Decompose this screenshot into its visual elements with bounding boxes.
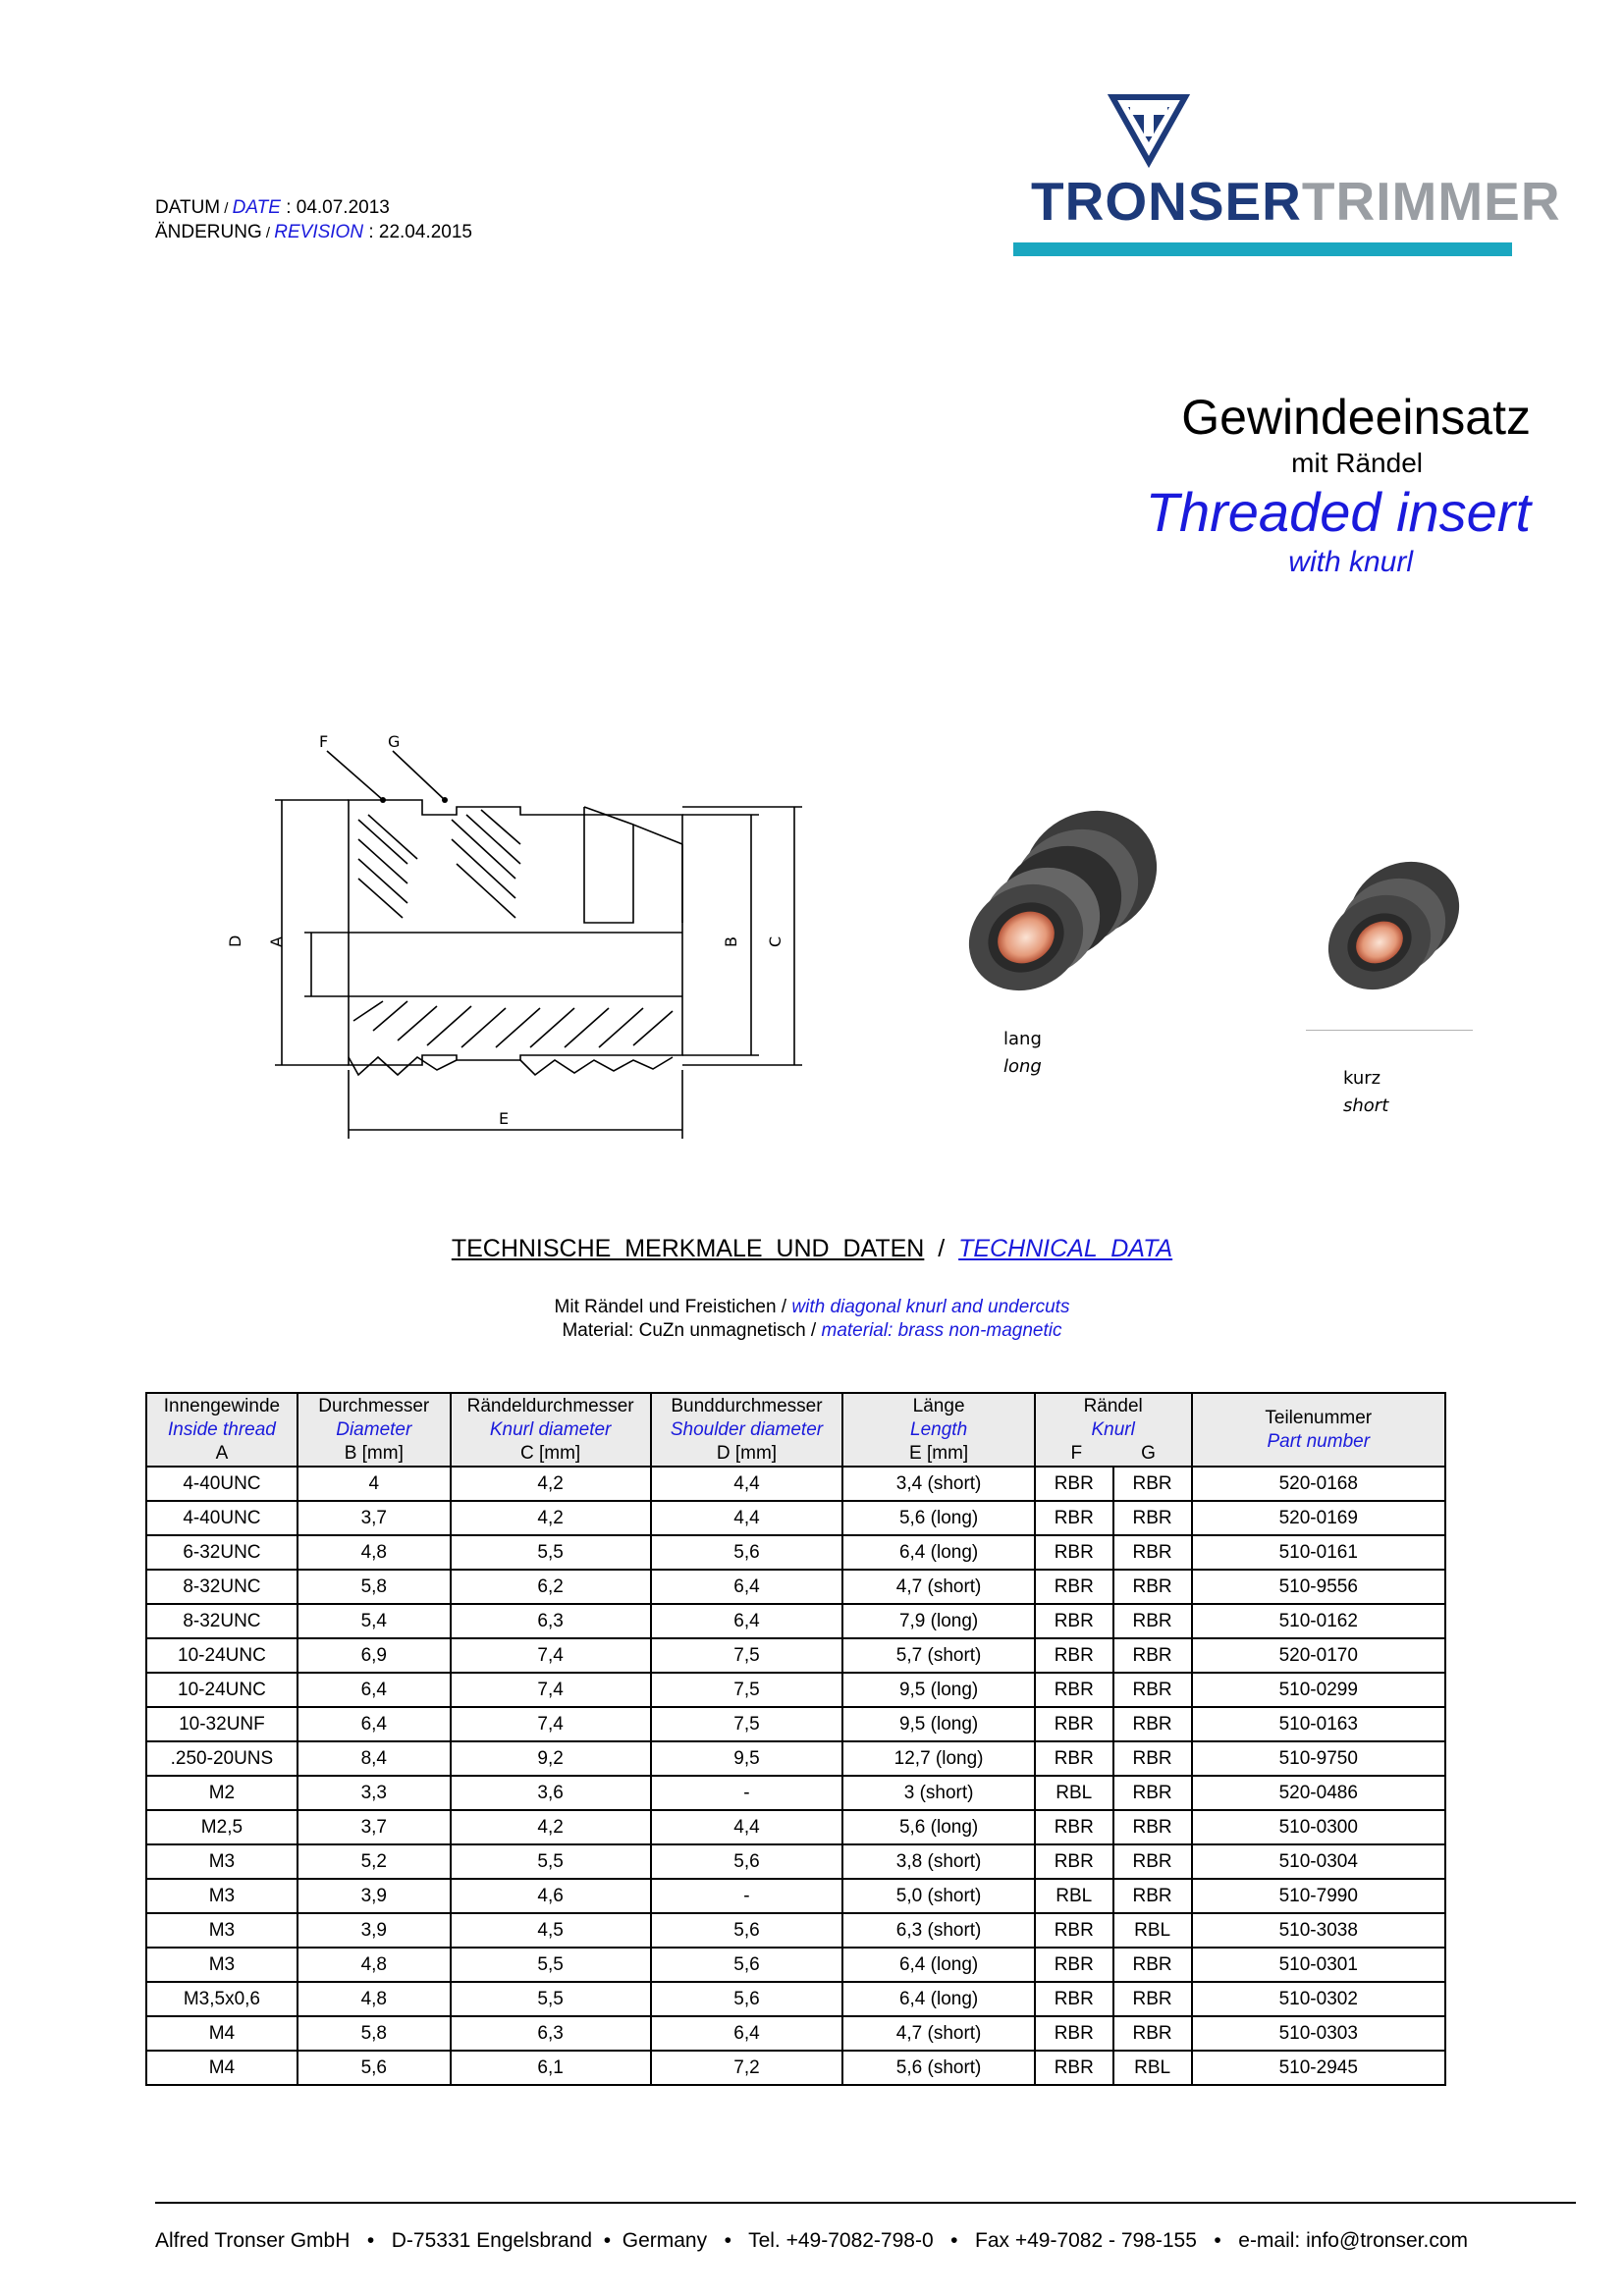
table-cell: 4,2 [451, 1501, 651, 1535]
company-logo [1001, 93, 1561, 260]
logo-part-2: TRIMMER [1301, 171, 1561, 232]
table-row [146, 1948, 1445, 1982]
table-cell: 9,5 (long) [842, 1673, 1034, 1707]
table-cell: 510-0162 [1192, 1604, 1445, 1638]
column-header [842, 1393, 1034, 1467]
table-cell: 7,5 [651, 1673, 843, 1707]
table-cell: 3,8 (short) [842, 1844, 1034, 1879]
table-cell: M3 [146, 1844, 298, 1879]
table-cell: RBL [1035, 1776, 1113, 1810]
table-cell: RBR [1113, 2016, 1192, 2051]
column-header [651, 1393, 843, 1467]
table-cell: 7,4 [451, 1673, 651, 1707]
table-row [146, 1604, 1445, 1638]
header-unit: D [mm] [716, 1442, 778, 1464]
table-cell: 6,4 [651, 1570, 843, 1604]
table-cell: M2 [146, 1776, 298, 1810]
header-en: Knurl diameter [489, 1418, 612, 1440]
table-cell: 520-0168 [1192, 1467, 1445, 1501]
table-cell: RBR [1113, 1707, 1192, 1741]
note-1-en: with diagonal knurl and undercuts [791, 1297, 1070, 1317]
table-row [146, 1879, 1445, 1913]
subtitle-english: with knurl [1288, 546, 1413, 578]
table-cell: 9,2 [451, 1741, 651, 1776]
table-cell: 6,4 (long) [842, 1948, 1034, 1982]
column-header [298, 1393, 451, 1467]
table-cell: 7,4 [451, 1707, 651, 1741]
table-cell: RBR [1113, 1948, 1192, 1982]
table-cell: 5,6 (long) [842, 1501, 1034, 1535]
table-cell: 5,8 [298, 1570, 451, 1604]
table-cell: 510-0161 [1192, 1535, 1445, 1570]
section-heading-en: TECHNICAL DATA [958, 1235, 1173, 1262]
photo-insert-short [1296, 854, 1492, 1116]
table-cell: 5,5 [451, 1844, 651, 1879]
date-line [155, 196, 472, 221]
note-2-de: Material: CuZn unmagnetisch / [562, 1320, 822, 1341]
table-cell: 520-0169 [1192, 1501, 1445, 1535]
table-cell: 510-0300 [1192, 1810, 1445, 1844]
table-cell: 6,3 [451, 1604, 651, 1638]
table-cell: 4,5 [451, 1913, 651, 1948]
table-cell: 520-0170 [1192, 1638, 1445, 1673]
header-unit-g: G [1141, 1442, 1156, 1464]
table-cell: 5,6 [651, 1982, 843, 2016]
table-cell: 8-32UNC [146, 1604, 298, 1638]
table-cell: 9,5 (long) [842, 1707, 1034, 1741]
table-cell: RBR [1113, 1638, 1192, 1673]
table-cell: 6,1 [451, 2051, 651, 2085]
table-cell: 6,4 (long) [842, 1535, 1034, 1570]
table-cell: RBR [1035, 2051, 1113, 2085]
header-de: Rändeldurchmesser [466, 1395, 634, 1416]
table-cell: RBR [1035, 1501, 1113, 1535]
table-cell: 4,7 (short) [842, 1570, 1034, 1604]
logo-wordmark [1031, 170, 1561, 233]
header-unit: A [215, 1442, 229, 1464]
table-cell: 3,7 [298, 1810, 451, 1844]
table-cell: RBR [1035, 1844, 1113, 1879]
table-row [146, 1776, 1445, 1810]
table-cell: 6,4 [298, 1673, 451, 1707]
table-cell: 6-32UNC [146, 1535, 298, 1570]
table-cell: 4,7 (short) [842, 2016, 1034, 2051]
table-cell: 5,6 [298, 2051, 451, 2085]
table-cell: 6,4 (long) [842, 1982, 1034, 2016]
table-cell: 4,4 [651, 1501, 843, 1535]
header-en: Knurl [1091, 1418, 1135, 1440]
table-cell: RBR [1113, 1673, 1192, 1707]
section-heading [0, 1235, 1624, 1263]
title-block [843, 388, 1531, 580]
table-cell: 3,9 [298, 1913, 451, 1948]
title-english: Threaded insert [1145, 481, 1531, 543]
date-value: : 04.07.2013 [280, 197, 390, 218]
table-row [146, 1810, 1445, 1844]
insert-short-image [1296, 854, 1492, 1031]
table-cell: 8,4 [298, 1741, 451, 1776]
header-de: Rändel [1083, 1395, 1143, 1416]
revision-value: : 22.04.2015 [363, 222, 472, 242]
table-cell: RBR [1035, 1707, 1113, 1741]
date-label-en: DATE [232, 197, 281, 218]
table-cell: RBR [1035, 1570, 1113, 1604]
photo-insert-long [943, 795, 1188, 1090]
table-cell: RBR [1035, 1673, 1113, 1707]
table-cell: RBL [1113, 1913, 1192, 1948]
table-cell: RBR [1035, 1982, 1113, 2016]
table-cell: - [651, 1879, 843, 1913]
table-cell: 510-0301 [1192, 1948, 1445, 1982]
section-heading-sep: / [924, 1235, 959, 1262]
table-cell: 7,5 [651, 1707, 843, 1741]
label-a: A [267, 936, 286, 947]
table-cell: 510-2945 [1192, 2051, 1445, 2085]
table-cell: 3,7 [298, 1501, 451, 1535]
table-body [146, 1467, 1445, 2085]
insert-long-image [943, 795, 1188, 1011]
table-row [146, 2051, 1445, 2085]
table-cell: 6,4 [651, 1604, 843, 1638]
table-cell: 510-0299 [1192, 1673, 1445, 1707]
header-en: Shoulder diameter [670, 1418, 824, 1440]
table-cell: 7,9 (long) [842, 1604, 1034, 1638]
header-unit: B [mm] [344, 1442, 404, 1464]
table-cell: 6,2 [451, 1570, 651, 1604]
title-german: Gewindeeinsatz [1181, 390, 1531, 445]
table-cell: 9,5 [651, 1741, 843, 1776]
note-1-de: Mit Rändel und Freistichen / [554, 1297, 792, 1317]
label-d: D [226, 934, 244, 947]
table-cell: 5,2 [298, 1844, 451, 1879]
table-cell: RBR [1035, 1741, 1113, 1776]
table-cell: 3,3 [298, 1776, 451, 1810]
table-cell: 5,5 [451, 1982, 651, 2016]
table-cell: 7,2 [651, 2051, 843, 2085]
document-meta [155, 196, 472, 245]
table-row [146, 1638, 1445, 1673]
table-cell: RBR [1113, 1879, 1192, 1913]
table-row [146, 1570, 1445, 1604]
header-de: Bunddurchmesser [671, 1395, 823, 1416]
table-cell: RBR [1113, 1844, 1192, 1879]
table-cell: M3 [146, 1879, 298, 1913]
logo-part-1: TRONSER [1031, 171, 1302, 232]
table-cell: 510-0304 [1192, 1844, 1445, 1879]
table-row [146, 1535, 1445, 1570]
table-cell: .250-20UNS [146, 1741, 298, 1776]
table-cell: RBR [1113, 1741, 1192, 1776]
table-cell: RBR [1035, 2016, 1113, 2051]
table-cell: 510-0303 [1192, 2016, 1445, 2051]
table-cell: 10-32UNF [146, 1707, 298, 1741]
table-cell: 10-24UNC [146, 1638, 298, 1673]
table-cell: 6,4 [298, 1707, 451, 1741]
caption-short-de: kurz [1343, 1068, 1381, 1089]
table-cell: 7,5 [651, 1638, 843, 1673]
table-cell: 510-9750 [1192, 1741, 1445, 1776]
footer-divider [155, 2202, 1576, 2204]
table-row [146, 1844, 1445, 1879]
header-en: Part number [1267, 1430, 1371, 1452]
table-cell: 3,9 [298, 1879, 451, 1913]
table-cell: 4-40UNC [146, 1501, 298, 1535]
note-line-1 [0, 1296, 1624, 1319]
header-de: Länge [912, 1395, 965, 1416]
table-cell: 4,4 [651, 1810, 843, 1844]
table-row [146, 1913, 1445, 1948]
table-cell: RBR [1113, 1570, 1192, 1604]
label-b: B [722, 936, 740, 947]
table-cell: RBR [1035, 1810, 1113, 1844]
table-cell: 5,5 [451, 1948, 651, 1982]
table-cell: 6,9 [298, 1638, 451, 1673]
table-cell: 4,8 [298, 1982, 451, 2016]
table-header-row [146, 1393, 1445, 1467]
table-cell: RBR [1035, 1948, 1113, 1982]
table-cell: 510-0163 [1192, 1707, 1445, 1741]
table-cell: 3 (short) [842, 1776, 1034, 1810]
table-cell: RBR [1035, 1467, 1113, 1501]
material-notes [0, 1296, 1624, 1343]
caption-long-en: long [1003, 1056, 1042, 1077]
table-cell: 6,4 [651, 2016, 843, 2051]
revision-line [155, 221, 472, 245]
table-row [146, 1501, 1445, 1535]
caption-short-en: short [1343, 1095, 1389, 1116]
header-de: Innengewinde [163, 1395, 281, 1416]
section-heading-de: TECHNISCHE MERKMALE UND DATEN [451, 1235, 925, 1262]
note-2-en: material: brass non-magnetic [821, 1320, 1062, 1341]
table-cell: 12,7 (long) [842, 1741, 1034, 1776]
table-cell: 520-0486 [1192, 1776, 1445, 1810]
table-cell: M3 [146, 1948, 298, 1982]
table-row [146, 1673, 1445, 1707]
table-cell: 3,6 [451, 1776, 651, 1810]
table-cell: RBR [1113, 1604, 1192, 1638]
table-cell: 4,2 [451, 1810, 651, 1844]
header-en: Inside thread [168, 1418, 276, 1440]
revision-separator: / [261, 225, 275, 241]
table-cell: 4,2 [451, 1467, 651, 1501]
technical-data-table [145, 1392, 1446, 2086]
header-de: Teilenummer [1265, 1407, 1373, 1428]
table-row [146, 1707, 1445, 1741]
table-cell: 5,6 [651, 1913, 843, 1948]
table-cell: 510-7990 [1192, 1879, 1445, 1913]
table-cell: RBR [1035, 1913, 1113, 1948]
table-row [146, 1741, 1445, 1776]
table-cell: 510-9556 [1192, 1570, 1445, 1604]
column-header [146, 1393, 298, 1467]
date-separator: / [220, 200, 233, 217]
table-cell: RBR [1035, 1604, 1113, 1638]
column-header [1035, 1393, 1192, 1467]
logo-triangle-icon [1105, 93, 1193, 172]
table-cell: 5,8 [298, 2016, 451, 2051]
header-unit: C [mm] [520, 1442, 581, 1464]
header-en: Diameter [336, 1418, 412, 1440]
table-cell: 4,4 [651, 1467, 843, 1501]
column-header [451, 1393, 651, 1467]
table-cell: 5,6 (long) [842, 1810, 1034, 1844]
table-cell: 5,4 [298, 1604, 451, 1638]
table-cell: 4,8 [298, 1535, 451, 1570]
table-cell: 4,8 [298, 1948, 451, 1982]
table-cell: 5,6 (short) [842, 2051, 1034, 2085]
label-e: E [499, 1109, 510, 1128]
table-cell: 5,6 [651, 1844, 843, 1879]
table-cell: RBR [1113, 1982, 1192, 2016]
label-f: F [319, 732, 329, 751]
table-cell: 4 [298, 1467, 451, 1501]
label-g: G [388, 732, 401, 751]
revision-label-de: ÄNDERUNG [155, 222, 262, 242]
table-cell: M3 [146, 1913, 298, 1948]
table-cell: 5,7 (short) [842, 1638, 1034, 1673]
table-cell: RBR [1035, 1638, 1113, 1673]
table-cell: RBR [1113, 1810, 1192, 1844]
note-line-2 [0, 1319, 1624, 1343]
table-cell: RBR [1113, 1467, 1192, 1501]
table-cell: 5,6 [651, 1948, 843, 1982]
table-cell: M2,5 [146, 1810, 298, 1844]
table-cell: 5,6 [651, 1535, 843, 1570]
table-row [146, 2016, 1445, 2051]
caption-long-de: lang [1003, 1029, 1042, 1049]
table-cell: 3,4 (short) [842, 1467, 1034, 1501]
table-cell: M4 [146, 2016, 298, 2051]
technical-drawing [221, 692, 830, 1144]
table-cell: - [651, 1776, 843, 1810]
table-cell: RBL [1035, 1879, 1113, 1913]
table-cell: 7,4 [451, 1638, 651, 1673]
header-en: Length [910, 1418, 968, 1440]
table-cell: 510-0302 [1192, 1982, 1445, 2016]
table-cell: 5,5 [451, 1535, 651, 1570]
table-cell: M4 [146, 2051, 298, 2085]
header-de: Durchmesser [318, 1395, 430, 1416]
table-cell: 4-40UNC [146, 1467, 298, 1501]
table-cell: 4,6 [451, 1879, 651, 1913]
table-cell: 8-32UNC [146, 1570, 298, 1604]
logo-underline-bar [1013, 242, 1512, 256]
revision-label-en: REVISION [274, 222, 364, 242]
table-cell: M3,5x0,6 [146, 1982, 298, 2016]
label-c: C [766, 935, 785, 947]
table-cell: RBR [1113, 1776, 1192, 1810]
table-row [146, 1467, 1445, 1501]
table-cell: 6,3 (short) [842, 1913, 1034, 1948]
column-header [1192, 1393, 1445, 1467]
table-cell: 5,0 (short) [842, 1879, 1034, 1913]
table-cell: RBR [1035, 1535, 1113, 1570]
table-cell: RBL [1113, 2051, 1192, 2085]
table-row [146, 1982, 1445, 2016]
table-cell: RBR [1113, 1501, 1192, 1535]
table-cell: 510-3038 [1192, 1913, 1445, 1948]
table-cell: 10-24UNC [146, 1673, 298, 1707]
header-unit: E [mm] [909, 1442, 969, 1464]
table-cell: RBR [1113, 1535, 1192, 1570]
date-label-de: DATUM [155, 197, 221, 218]
subtitle-german: mit Rändel [1291, 448, 1423, 478]
header-knurl-units [1036, 1442, 1191, 1466]
table-cell: 6,3 [451, 2016, 651, 2051]
header-unit-f: F [1070, 1442, 1083, 1464]
footer-contact: Alfred Tronser GmbH • D-75331 Engelsbrand • Germany • Tel. +49-7082-798-0 • Fax +49-7082 - 798-155 • e-mail: info@tronser.com [155, 2229, 1468, 2252]
